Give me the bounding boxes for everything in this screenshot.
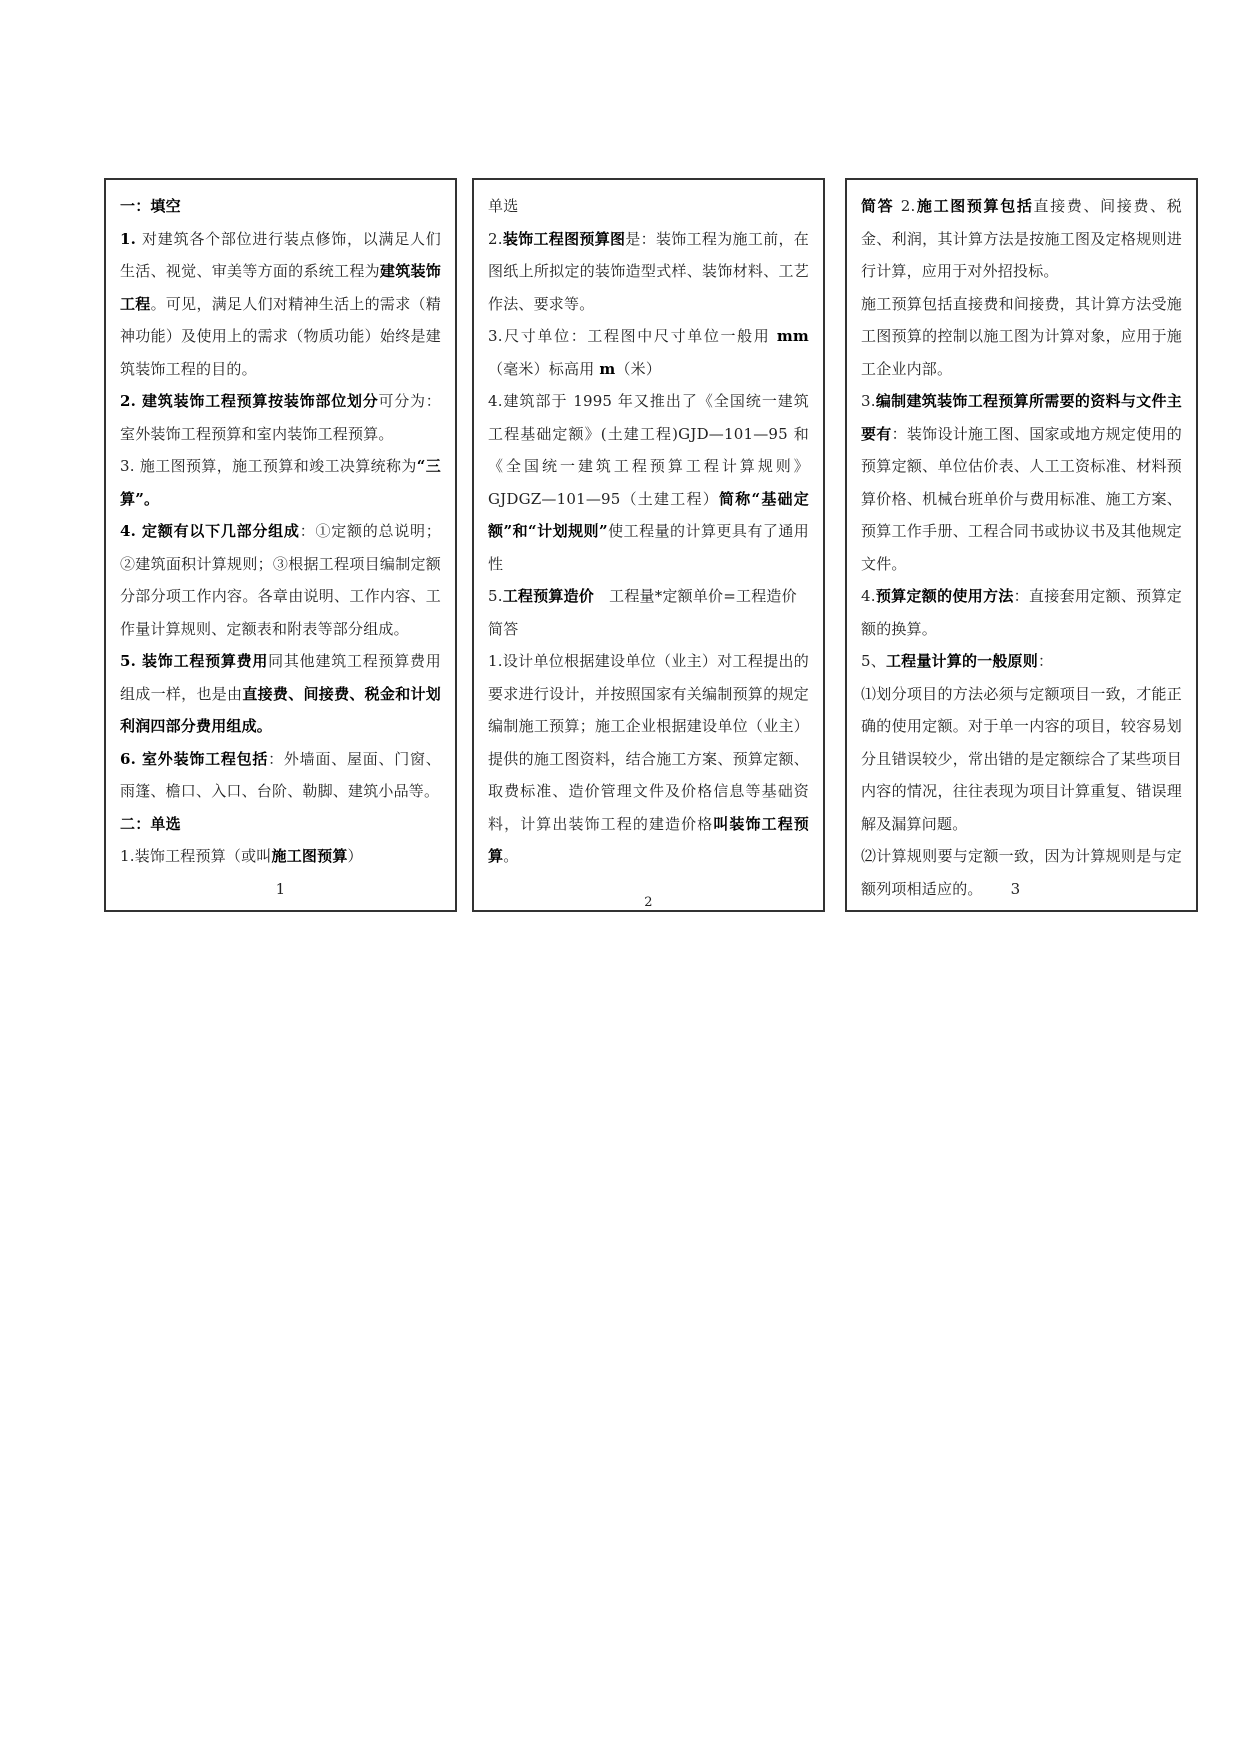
rule-1: ⑴划分项目的方法必须与定额项目一致，才能正确的使用定额。对于单一内容的项目，较容易划分且错误较少，常出错的是定额综合了某些项目内容的情况，往往表现为项目计算重复、错误理解及漏算问题。	[861, 684, 1182, 833]
page-number: 2	[644, 894, 653, 910]
short-answer-3: 3.编制建筑装饰工程预算所需要的资料与文件主要有：装饰设计施工图、国家或地方规定使用的预算定额、单位估价表、人工工资标准、材料预算价格、机械台班单价与费用标准、施工方案、预算工作手册、工程合同书或协议书及其他规定文件。	[861, 392, 1182, 573]
fill-item-2: 2. 建筑装饰工程预算按装饰部位划分可分为：室外装饰工程预算和室内装饰工程预算。	[120, 392, 441, 443]
construction-budget-paragraph: 施工预算包括直接费和间接费，其计算方法受施工图预算的控制以施工图为计算对象，应用于施工企业内部。	[861, 294, 1182, 378]
page-panel-3	[845, 178, 1198, 912]
fill-item-5: 5. 装饰工程预算费用同其他建筑工程预算费用组成一样，也是由直接费、间接费、税金和计划利润四部分费用组成。	[120, 652, 441, 735]
page-number: 3	[1010, 879, 1021, 898]
single-item-3: 3.尺寸单位：工程图中尺寸单位一般用 mm（毫米）标高用 m（米）	[488, 327, 809, 378]
fill-item-6: 6. 室外装饰工程包括：外墙面、屋面、门窗、雨篷、檐口、入口、台阶、勒脚、建筑小品等。	[120, 749, 441, 800]
section-heading-single-choice: 二：单选	[120, 814, 181, 833]
section-heading-short-answer: 简答	[488, 619, 519, 638]
short-answer-4: 4.预算定额的使用方法：直接套用定额、预算定额的换算。	[861, 587, 1182, 638]
page-panel-2	[472, 178, 825, 912]
section-heading-fill-blank: 一：填空	[120, 197, 181, 215]
fill-item-3: 3. 施工图预算，施工预算和竣工决算统称为“三算”。	[120, 457, 441, 508]
single-item-4: 4.建筑部于 1995 年又推出了《全国统一建筑工程基础定额》(土建工程)GJD—101—95 和《全国统一建筑工程预算工程计算规则》GJDGZ—101—95（土建工程）简称“基础定额”和“计划规则”使工程量的计算更具有了通用性	[488, 392, 809, 573]
short-answer-1: 1.设计单位根据建设单位（业主）对工程提出的要求进行设计，并按照国家有关编制预算的规定编制施工预算；施工企业根据建设单位（业主）提供的施工图资料，结合施工方案、预算定额、取费标准、造价管理文件及价格信息等基础资料，计算出装饰工程的建造价格叫装饰工程预算。	[488, 652, 809, 865]
page-panel-1	[104, 178, 457, 912]
single-item-1: 1.装饰工程预算（或叫施工图预算）	[120, 847, 363, 865]
single-item-2: 2.装饰工程图预算图是：装饰工程为施工前，在图纸上所拟定的装饰造型式样、装饰材料、工艺作法、要求等。	[488, 229, 809, 313]
short-answer-5: 5、工程量计算的一般原则：	[861, 652, 1054, 670]
fill-item-1: 1. 对建筑各个部位进行装点修饰，以满足人们生活、视觉、审美等方面的系统工程为建筑装饰工程。可见，满足人们对精神生活上的需求（精神功能）及使用上的需求（物质功能）始终是建筑装饰工程的目的。	[120, 229, 441, 378]
rule-2: ⑵计算规则要与定额一致，因为计算规则是与定额列项相适应的。 3	[861, 847, 1182, 898]
fill-item-4: 4. 定额有以下几部分组成：①定额的总说明；②建筑面积计算规则；③根据工程项目编制定额分部分项工作内容。各章由说明、工作内容、工作量计算规则、定额表和附表等部分组成。	[120, 522, 441, 638]
page-number: 1	[275, 879, 286, 898]
short-answer-2: 简答 2.施工图预算包括直接费、间接费、税金、利润，其计算方法是按施工图及定格规则进行计算，应用于对外招投标。	[861, 197, 1182, 280]
section-heading-single-choice: 单选	[488, 197, 519, 215]
single-item-5: 5.工程预算造价 工程量*定额单价=工程造价	[488, 587, 797, 605]
